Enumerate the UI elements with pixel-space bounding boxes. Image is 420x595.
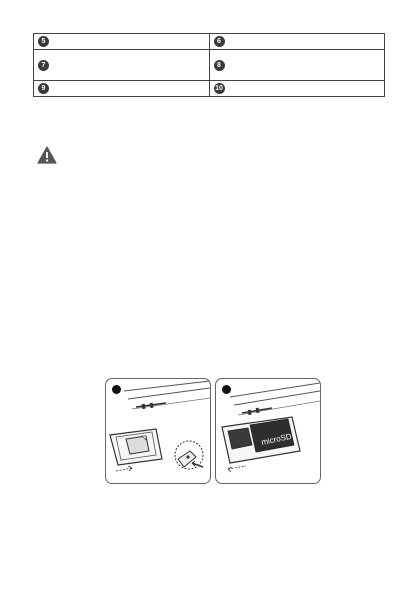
part-number-badge: 10 — [215, 85, 223, 92]
step-marker — [112, 385, 121, 394]
part-number-badge: 8 — [214, 60, 225, 71]
table-row — [34, 34, 385, 50]
part-cell-10 — [209, 81, 385, 97]
table-row — [34, 81, 385, 97]
sim-tray-illustration — [105, 378, 211, 484]
table-row — [34, 50, 385, 81]
part-number-badge: 7 — [38, 60, 49, 71]
warning-triangle-icon — [37, 146, 57, 164]
part-number-badge: 9 — [38, 83, 49, 94]
part-cell-9 — [34, 81, 210, 97]
microsd-tray-drawing — [216, 379, 320, 483]
microsd-label: microSD — [260, 431, 293, 447]
step-marker — [222, 385, 231, 394]
part-number-badge: 6 — [214, 36, 225, 47]
part-cell-8 — [209, 50, 385, 81]
part-cell-7 — [34, 50, 210, 81]
sim-tray-drawing — [106, 379, 210, 483]
part-cell-6 — [209, 34, 385, 50]
part-number-badge: 5 — [38, 36, 49, 47]
part-cell-5 — [34, 34, 210, 50]
microsd-tray-illustration — [215, 378, 321, 484]
parts-table — [33, 33, 385, 97]
